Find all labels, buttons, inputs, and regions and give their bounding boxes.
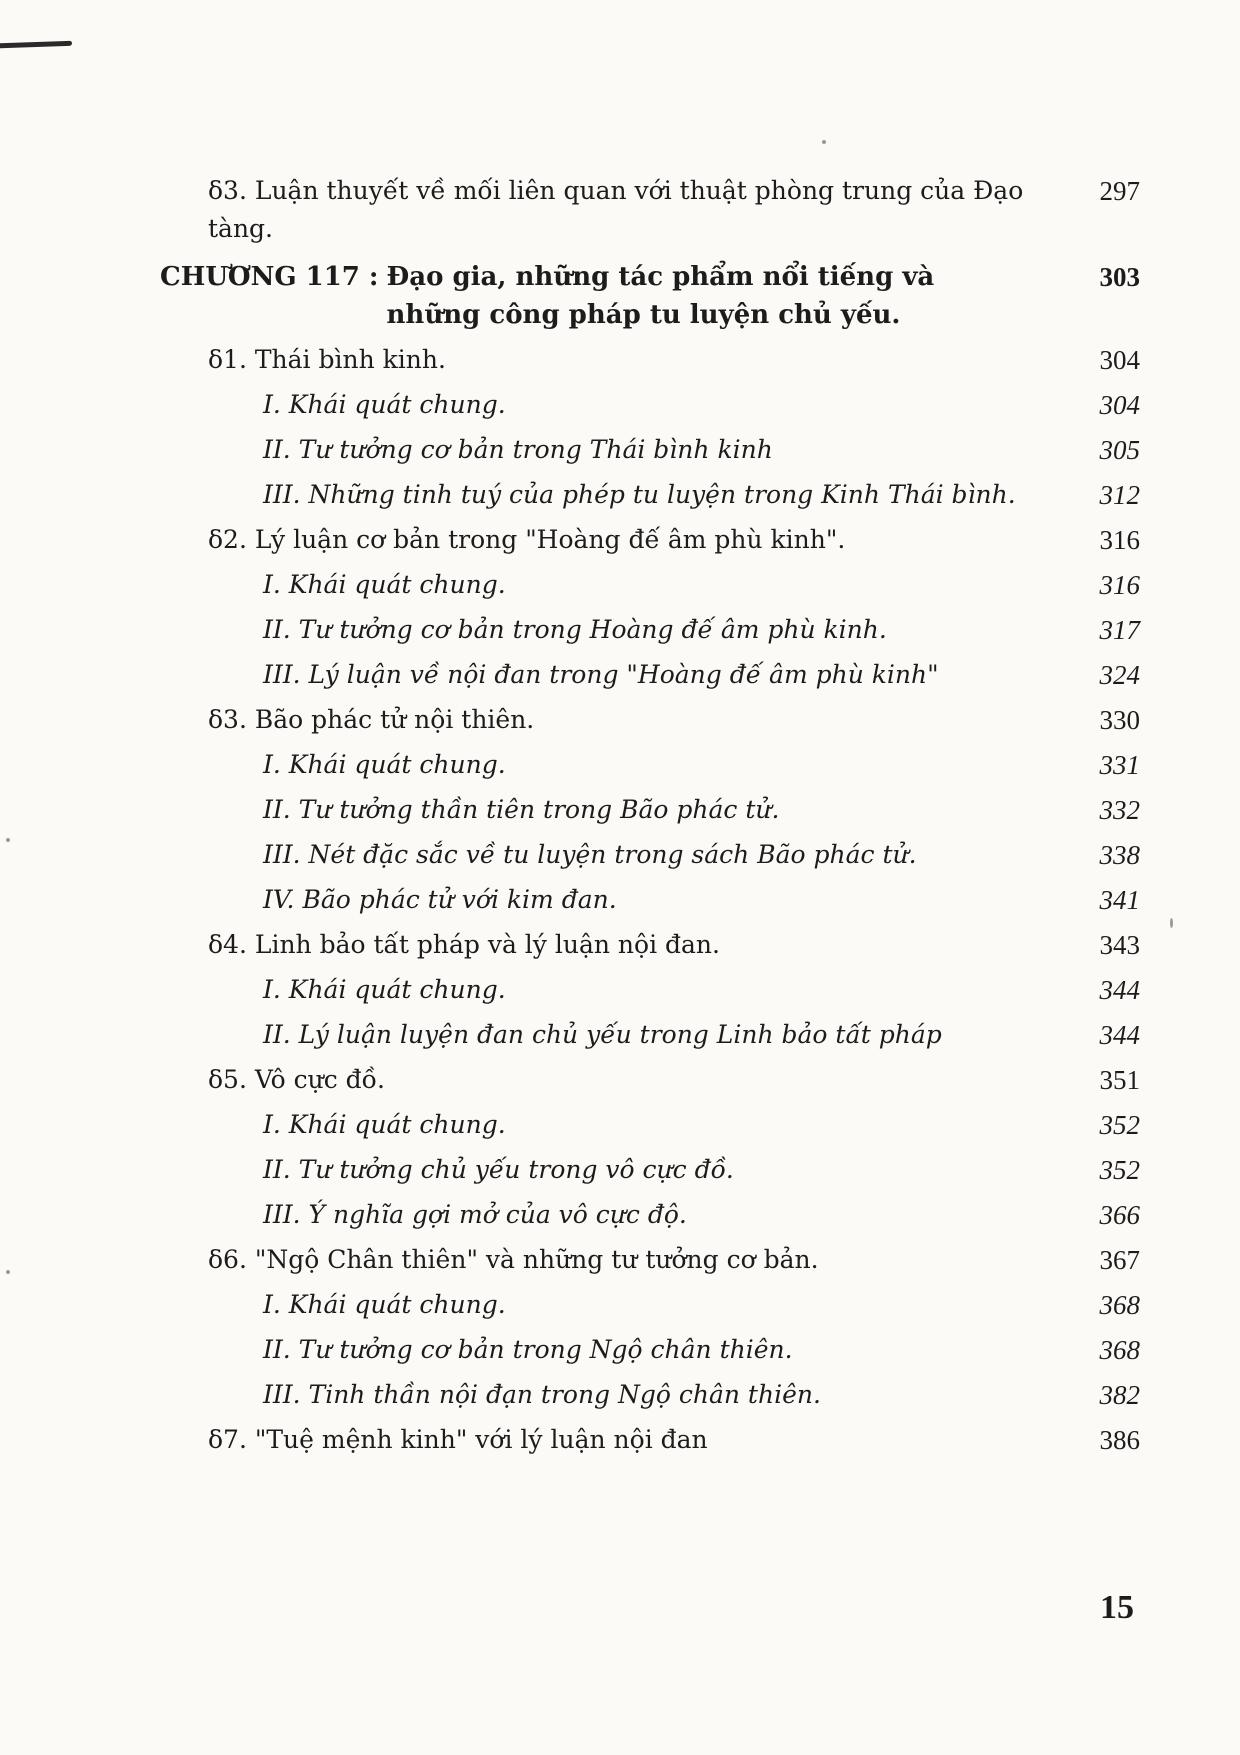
toc-entry-page: 368 (1099, 1290, 1140, 1320)
toc-entry-page: 304 (1099, 390, 1140, 420)
toc-subsection (160, 791, 1140, 829)
scan-speck (822, 140, 826, 144)
toc-chapter-heading (160, 258, 1140, 334)
scan-speck (6, 1270, 10, 1274)
toc-section (160, 341, 1140, 379)
toc-section (160, 926, 1140, 964)
toc-subsection (160, 971, 1140, 1009)
toc-entry-page: 332 (1099, 795, 1140, 825)
toc-entry-title: III. Tinh thần nội đạn trong Ngộ chân thiên. (263, 1380, 821, 1409)
toc-entry-page: 324 (1099, 660, 1140, 690)
toc-subsection (160, 476, 1140, 514)
chapter-label: CHƯƠNG 117 : (160, 262, 379, 292)
toc-entry-page: 344 (1099, 975, 1140, 1005)
toc-entry-title: δ5. Vô cực đồ. (208, 1065, 385, 1094)
toc-entry-title: II. Tư tưởng chủ yếu trong vô cực đồ. (263, 1155, 734, 1184)
toc-entry-title: I. Khái quát chung. (263, 570, 506, 599)
toc-entry-page: 312 (1099, 480, 1140, 510)
toc-subsection (160, 1286, 1140, 1324)
page-edge-mark (0, 41, 72, 49)
chapter-page: 303 (1099, 262, 1140, 292)
toc-entry-page: 338 (1099, 840, 1140, 870)
toc-entry-page: 352 (1099, 1110, 1140, 1140)
toc-entry-title: IV. Bão phác tử với kim đan. (263, 885, 617, 914)
toc-subsection (160, 1196, 1140, 1234)
toc-subsection (160, 1106, 1140, 1144)
toc-entry-title: δ2. Lý luận cơ bản trong "Hoàng đế âm phù kinh". (208, 525, 846, 554)
toc-subsection (160, 566, 1140, 604)
toc-subsection (160, 1151, 1140, 1189)
toc-subsection (160, 1016, 1140, 1054)
toc-entry-page: 366 (1099, 1200, 1140, 1230)
toc-subsection (160, 881, 1140, 919)
chapter-title: Đạo gia, những tác phẩm nổi tiếng và những công pháp tu luyện chủ yếu. (386, 262, 935, 330)
toc-entry-page: 297 (1099, 176, 1140, 206)
toc-entry-title: II. Tư tưởng cơ bản trong Ngộ chân thiên. (263, 1335, 793, 1364)
toc-entry-page: 344 (1099, 1020, 1140, 1050)
toc-entry-title: δ1. Thái bình kinh. (208, 345, 446, 374)
toc-entry-title: δ3. Bão phác tử nội thiên. (208, 705, 535, 734)
scan-speck (6, 838, 10, 842)
toc-entry-title: III. Nét đặc sắc về tu luyện trong sách Bão phác tử. (263, 840, 917, 869)
toc-entry-title: I. Khái quát chung. (263, 750, 506, 779)
toc-entry-title: III. Những tinh tuý của phép tu luyện trong Kinh Thái bình. (263, 480, 1016, 509)
toc-subsection (160, 431, 1140, 469)
toc-entry-page: 343 (1099, 930, 1140, 960)
toc-subsection (160, 1331, 1140, 1369)
toc-entry-page: 316 (1099, 525, 1140, 555)
toc-entry-page: 386 (1099, 1425, 1140, 1455)
toc-subsection (160, 1376, 1140, 1414)
toc-entry-page: 367 (1099, 1245, 1140, 1275)
toc-subsection (160, 386, 1140, 424)
toc-section (160, 1421, 1140, 1459)
toc-entry-title: δ3. Luận thuyết về mối liên quan với thuật phòng trung của Đạo tàng. (208, 176, 1024, 243)
toc-entry-title: I. Khái quát chung. (263, 1290, 506, 1319)
page-number: 15 (1100, 1589, 1134, 1626)
scan-speck (1170, 918, 1173, 928)
toc-entry-title: III. Lý luận về nội đan trong "Hoàng đế âm phù kinh" (263, 660, 939, 689)
toc-entry-page: 352 (1099, 1155, 1140, 1185)
toc-entry-title: II. Lý luận luyện đan chủ yếu trong Linh bảo tất pháp (263, 1020, 942, 1049)
toc-entry-title: II. Tư tưởng thần tiên trong Bão phác tử. (263, 795, 780, 824)
toc-section (160, 1241, 1140, 1279)
toc-subsection (160, 611, 1140, 649)
toc-section (160, 701, 1140, 739)
toc-entry-page: 382 (1099, 1380, 1140, 1410)
toc-subsection (160, 656, 1140, 694)
toc-entry-title: δ7. "Tuệ mệnh kinh" với lý luận nội đan (208, 1425, 708, 1454)
toc-subsection (160, 836, 1140, 874)
toc-entry-title: I. Khái quát chung. (263, 1110, 506, 1139)
toc-entry-title: I. Khái quát chung. (263, 975, 506, 1004)
toc-entry-page: 305 (1099, 435, 1140, 465)
toc-entry-page: 304 (1099, 345, 1140, 375)
toc-entry-title: III. Ý nghĩa gợi mở của vô cực độ. (263, 1200, 687, 1229)
toc-entry-page: 341 (1099, 885, 1140, 915)
table-of-contents (160, 172, 1140, 1459)
toc-entry-title: II. Tư tưởng cơ bản trong Thái bình kinh (263, 435, 773, 464)
toc-entry-page: 368 (1099, 1335, 1140, 1365)
toc-entry-title: II. Tư tưởng cơ bản trong Hoàng đế âm phù kinh. (263, 615, 887, 644)
toc-entry-page: 331 (1099, 750, 1140, 780)
toc-entry-title: δ4. Linh bảo tất pháp và lý luận nội đan. (208, 930, 720, 959)
toc-section (160, 1061, 1140, 1099)
toc-entry-title: I. Khái quát chung. (263, 390, 506, 419)
toc-entry-page: 330 (1099, 705, 1140, 735)
toc-entry-title: δ6. "Ngộ Chân thiên" và những tư tưởng cơ bản. (208, 1245, 819, 1274)
toc-section (160, 521, 1140, 559)
toc-entry-page: 317 (1099, 615, 1140, 645)
toc-entry-page: 351 (1099, 1065, 1140, 1095)
toc-entry (160, 172, 1140, 248)
toc-subsection (160, 746, 1140, 784)
toc-entry-page: 316 (1099, 570, 1140, 600)
